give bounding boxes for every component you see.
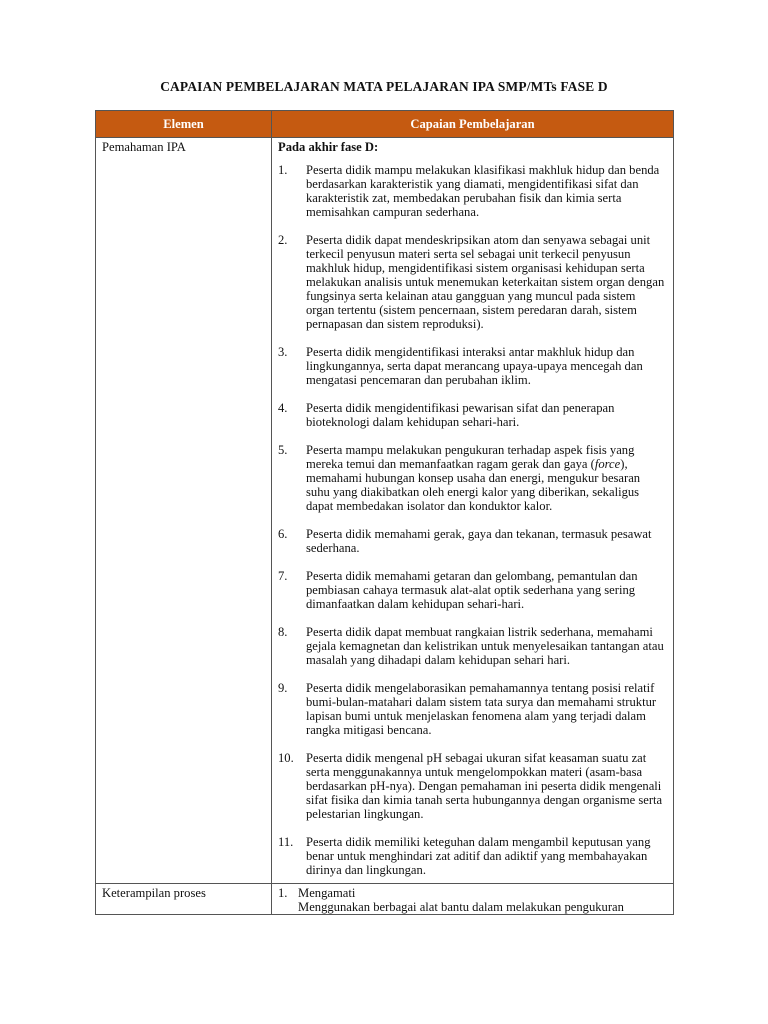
list-item [278,233,665,331]
list-item [278,163,665,219]
list-item-text-part: ), memahami hubungan konsep usaha dan energi, mengukur besaran suhu yang diakibatkan oleh energi kalor yang diberikan, sekaligus dapat membedakan isolator dan konduktor kalor. [306,457,641,513]
capaian-cell [272,884,674,915]
list-item-text-part: Peserta mampu melakukan pengukuran terhadap aspek fisis yang mereka temui dan memanfaatkan ragam gerak dan gaya ( [306,443,635,471]
list-item-text: Peserta didik memahami gerak, gaya dan tekanan, termasuk pesawat sederhana. [306,527,652,555]
list-item-text: Peserta didik mengidentifikasi pewarisan sifat dan penerapan bioteknologi dalam kehidupan sehari-hari. [306,401,615,429]
list-item [278,527,665,555]
document-title: CAPAIAN PEMBELAJARAN MATA PELAJARAN IPA SMP/MTs FASE D [160,79,608,94]
capaian-table [95,110,674,915]
list-item-number: 9. [278,681,288,695]
process-step-title: Mengamati [298,886,356,900]
list-item [278,569,665,611]
list-item-number: 5. [278,443,288,457]
column-header-elemen: Elemen [96,111,272,138]
column-header-capaian: Capaian Pembelajaran [272,111,674,138]
list-item-text [306,443,665,513]
list-item-text: Peserta didik memiliki keteguhan dalam mengambil keputusan yang benar untuk menghindari zat aditif dan adiktif yang membahayakan dirinya dan lingkungan. [306,835,651,877]
table-row [96,138,674,884]
table-row [96,884,674,915]
list-item-number: 3. [278,345,288,359]
list-item-text: Peserta didik mampu melakukan klasifikasi makhluk hidup dan benda berdasarkan karakteristik yang diamati, mengidentifikasi sifat dan karakteristik zat, membedakan perubahan fisik dan kimia serta memisahkan campuran sederhana. [306,163,660,219]
process-step-number: 1. [278,886,288,900]
elemen-cell: Pemahaman IPA [96,138,272,884]
italic-term: force [594,457,621,471]
elemen-cell: Keterampilan proses [96,884,272,915]
list-item-text: Peserta didik mengenal pH sebagai ukuran sifat keasaman suatu zat serta menggunakannya untuk mengelompokkan materi (asam-basa berdasarkan pH-nya). Dengan pemahaman ini peserta didik mengenali sifat fisika dan kimia tanah serta hubungannya dengan organisme serta pelestarian lingkungan. [306,751,663,821]
capaian-lead: Pada akhir fase D: [278,140,379,154]
list-item [278,751,665,821]
list-item [278,681,665,737]
list-item-text: Peserta didik dapat membuat rangkaian listrik sederhana, memahami gejala kemagnetan dan kelistrikan untuk menyelesaikan tantangan atau masalah yang dihadapi dalam kehidupan sehari hari. [306,625,664,667]
list-item-number: 7. [278,569,288,583]
list-item-text: Peserta didik mengelaborasikan pemahamannya tentang posisi relatif bumi-bulan-matahari dalam sistem tata surya dan memahami struktur lapisan bumi untuk menjelaskan fenomena alam yang terjadi dalam rangka mitigasi bencana. [306,681,657,737]
list-item-number: 4. [278,401,288,415]
list-item [278,443,665,513]
list-item-number: 2. [278,233,288,247]
list-item-number: 6. [278,527,288,541]
list-item-text: Peserta didik memahami getaran dan gelombang, pemantulan dan pembiasan cahaya termasuk alat-alat optik sederhana yang sering dimanfaatkan dalam kehidupan sehari-hari. [306,569,638,611]
list-item-number: 8. [278,625,288,639]
list-item [278,835,665,877]
table-header-row [96,111,674,138]
capaian-cell [272,138,674,884]
list-item-number: 11. [278,835,294,849]
list-item [278,401,665,429]
process-step-description: Menggunakan berbagai alat bantu dalam melakukan pengukuran [298,900,624,914]
list-item-number: 1. [278,163,288,177]
list-item-number: 10. [278,751,294,765]
list-item [278,625,665,667]
list-item-text: Peserta didik dapat mendeskripsikan atom dan senyawa sebagai unit terkecil penyusun materi serta sel sebagai unit terkecil penyusun makhluk hidup, mengidentifikasi sistem organisasi kehidupan serta melakukan analisis untuk menemukan keterkaitan sistem organ dengan fungsinya serta kelainan atau gangguan yang muncul pada sistem organ tertentu (sistem pencernaan, sistem peredaran darah, sistem pernapasan dan sistem reproduksi). [306,233,665,331]
list-item [278,345,665,387]
list-item-text: Peserta didik mengidentifikasi interaksi antar makhluk hidup dan lingkungannya, serta dapat merancang upaya-upaya mencegah dan mengatasi pencemaran dan perubahan iklim. [306,345,643,387]
process-step [278,886,665,900]
